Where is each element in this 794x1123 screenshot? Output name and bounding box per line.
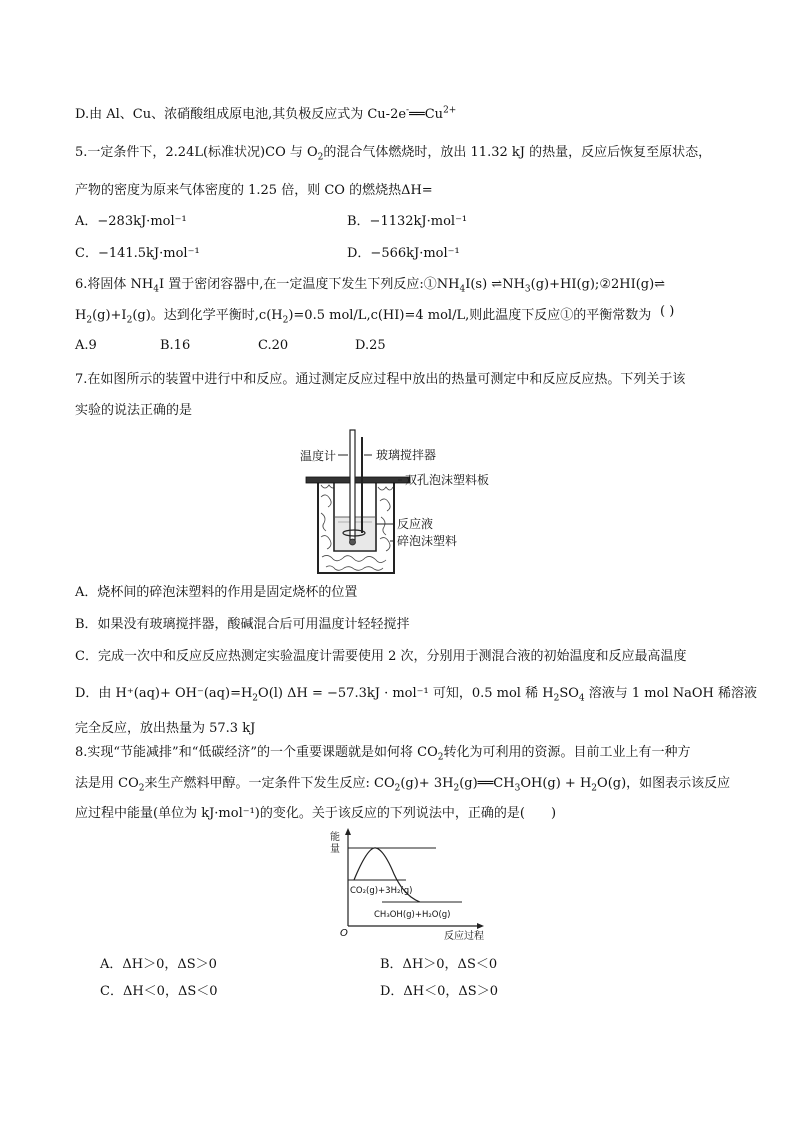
- q8-l1a: 8.实现“节能减排”和“低碳经济”的一个重要课题就是如何将 CO: [75, 745, 438, 760]
- q8-l2f: O(g)，如图表示该反应: [597, 776, 731, 791]
- q5-stem-l1a: 5.一定条件下，2.24L(标准状况)CO 与 O: [75, 145, 318, 160]
- q8-energy-diagram: [330, 826, 490, 946]
- q5-option-c: C．−141.5kJ·mol⁻¹: [75, 246, 200, 261]
- q4-option-d-arrow: ══: [409, 107, 425, 122]
- q8-l2b: 来生产燃料甲醇。一定条件下发生反应: CO: [144, 776, 395, 791]
- q8-option-c: C．ΔH＜0，ΔS＜0: [100, 984, 218, 999]
- q8-l2-sub2: 2: [394, 783, 401, 794]
- y-axis-label-1: 能: [330, 832, 340, 843]
- x-axis-label: 反应过程: [444, 931, 484, 942]
- q5-stem-l1-sub: 2: [317, 152, 324, 163]
- q8-l2-sub: 2: [138, 783, 145, 794]
- q6-l1-sub: 4: [153, 284, 159, 295]
- q8-l2a: 法是用 CO: [75, 776, 139, 791]
- q7-stem-line2: 实验的说法正确的是: [75, 403, 193, 418]
- q6-answer-paren: ( ): [660, 304, 675, 319]
- origin-label: O: [340, 928, 348, 939]
- q5-option-a: A．−283kJ·mol⁻¹: [75, 214, 187, 229]
- q8-l2d: (g)══CH: [459, 776, 515, 791]
- q4-option-d-sup1: -: [406, 105, 410, 116]
- q8-l2-sub3: 2: [453, 783, 460, 794]
- q6-l1d: (g)+HI(g);②2HI(g)⇌: [530, 277, 666, 292]
- q6-stem-line2: [75, 304, 651, 326]
- q8-l1b: 转化为可利用的资源。目前工业上有一种方: [443, 745, 691, 760]
- y-axis-label-2: 量: [330, 844, 340, 855]
- q5-stem-l2: 产物的密度为原来气体密度的 1.25 倍，则 CO 的燃烧热ΔH=: [75, 183, 433, 198]
- q8-l2e: OH(g) + H: [520, 776, 592, 791]
- q6-l1c: I(s) ⇌NH: [465, 277, 525, 292]
- q6-l1-sub3: 3: [524, 284, 531, 295]
- q4-option-d: [75, 103, 456, 122]
- q6-l1b: I 置于密闭容器中,在一定温度下发生下列反应:①NH: [158, 277, 460, 292]
- q6-option-c: C.20: [258, 338, 289, 353]
- q8-l2c: (g)+ 3H: [400, 776, 454, 791]
- q7-option-d-sub3: 4: [578, 693, 585, 704]
- q8-stem-line1: [75, 741, 690, 763]
- products-label: CH₃OH(g)+H₂O(g): [374, 910, 451, 920]
- q8-l2-sub4: 3: [514, 783, 521, 794]
- q5-stem-line2: [75, 179, 433, 198]
- label-stirrer: 玻璃搅拌器: [376, 448, 437, 462]
- q6-l2d: )=0.5 mol/L,c(HI)=4 mol/L,则此温度下反应①的平衡常数为: [288, 308, 652, 323]
- foam-board: [306, 477, 410, 483]
- label-foam: 碎泡沫塑料: [397, 534, 458, 548]
- thermometer: [350, 430, 355, 540]
- q8-l2-sub5: 2: [591, 783, 598, 794]
- q7-stem-line1: 7.在如图所示的装置中进行中和反应。通过测定反应过程中放出的热量可测定中和反应反应热。下列关于该: [75, 372, 686, 387]
- q7-option-a: A．烧杯间的碎泡沫塑料的作用是固定烧杯的位置: [75, 585, 358, 600]
- q7-option-d-sub: 2: [252, 693, 259, 704]
- q6-l2a: H: [75, 308, 87, 323]
- q8-option-a: A．ΔH＞0，ΔS＞0: [100, 957, 217, 972]
- q6-option-d: D.25: [355, 338, 386, 353]
- q7-option-d-c: SO: [559, 686, 579, 701]
- q7-option-d-line2: 完全反应，放出热量为 57.3 kJ: [75, 721, 256, 736]
- q7-option-c: C．完成一次中和反应反应热测定实验温度计需要使用 2 次，分别用于测混合液的初始温度和反应最高温度: [75, 649, 687, 664]
- q7-option-d-line1: [75, 682, 757, 704]
- q6-option-a: A.9: [75, 338, 97, 353]
- q5-option-b: B．−1132kJ·mol⁻¹: [347, 214, 468, 229]
- q7-option-d-d: 溶液与 1 mol NaOH 稀溶液: [584, 686, 757, 701]
- q5-stem-l1b: 的混合气体燃烧时，放出 11.32 kJ 的热量，反应后恢复至原状态，: [323, 145, 712, 160]
- label-board: 双孔泡沫塑料板: [405, 473, 490, 487]
- q8-l1-sub: 2: [437, 752, 444, 763]
- q6-option-b: B.16: [160, 338, 191, 353]
- q6-stem-line1: [75, 273, 665, 295]
- q7-option-d-a: D．由 H⁺(aq)+ OH⁻(aq)=H: [75, 686, 253, 701]
- q4-option-d-pre: D.由 Al、Cu、浓硝酸组成原电池,其负极反应式为 Cu-2e: [75, 107, 407, 122]
- q8-stem-line2: [75, 772, 730, 794]
- q4-option-d-mid: Cu: [424, 107, 444, 122]
- q7-option-b: B．如果没有玻璃搅拌器，酸碱混合后可用温度计轻轻搅拌: [75, 617, 410, 632]
- q6-l2-sub2: 2: [126, 315, 133, 326]
- q5-stem-line1: [75, 141, 711, 163]
- q6-l2-sub3: 2: [282, 315, 289, 326]
- q6-l2c: (g)。达到化学平衡时,c(H: [132, 308, 283, 323]
- q6-l1-sub2: 4: [459, 284, 466, 295]
- q6-l2-sub: 2: [86, 315, 93, 326]
- q5-option-d: D．−566kJ·mol⁻¹: [347, 246, 460, 261]
- q6-l1a: 6.将固体 NH: [75, 277, 154, 292]
- label-thermometer: 温度计: [300, 449, 337, 463]
- q7-apparatus-figure: [290, 425, 530, 580]
- q4-option-d-sup2: 2+: [443, 105, 457, 116]
- reactants-label: CO₂(g)+3H₂(g): [350, 886, 413, 896]
- q8-stem-line3: 应过程中能量(单位为 kJ·mol⁻¹)的变化。关于该反应的下列说法中，正确的是( ): [75, 806, 557, 821]
- q7-option-d-sub2: 2: [553, 693, 560, 704]
- q6-l2b: (g)+I: [92, 308, 127, 323]
- q8-option-b: B．ΔH＞0，ΔS＜0: [380, 957, 498, 972]
- q7-option-d-b: O(l) ΔH = −57.3kJ · mol⁻¹ 可知，0.5 mol 稀 H: [258, 686, 554, 701]
- label-liquid: 反应液: [397, 517, 434, 531]
- q8-option-d: D．ΔH＜0，ΔS＞0: [380, 984, 498, 999]
